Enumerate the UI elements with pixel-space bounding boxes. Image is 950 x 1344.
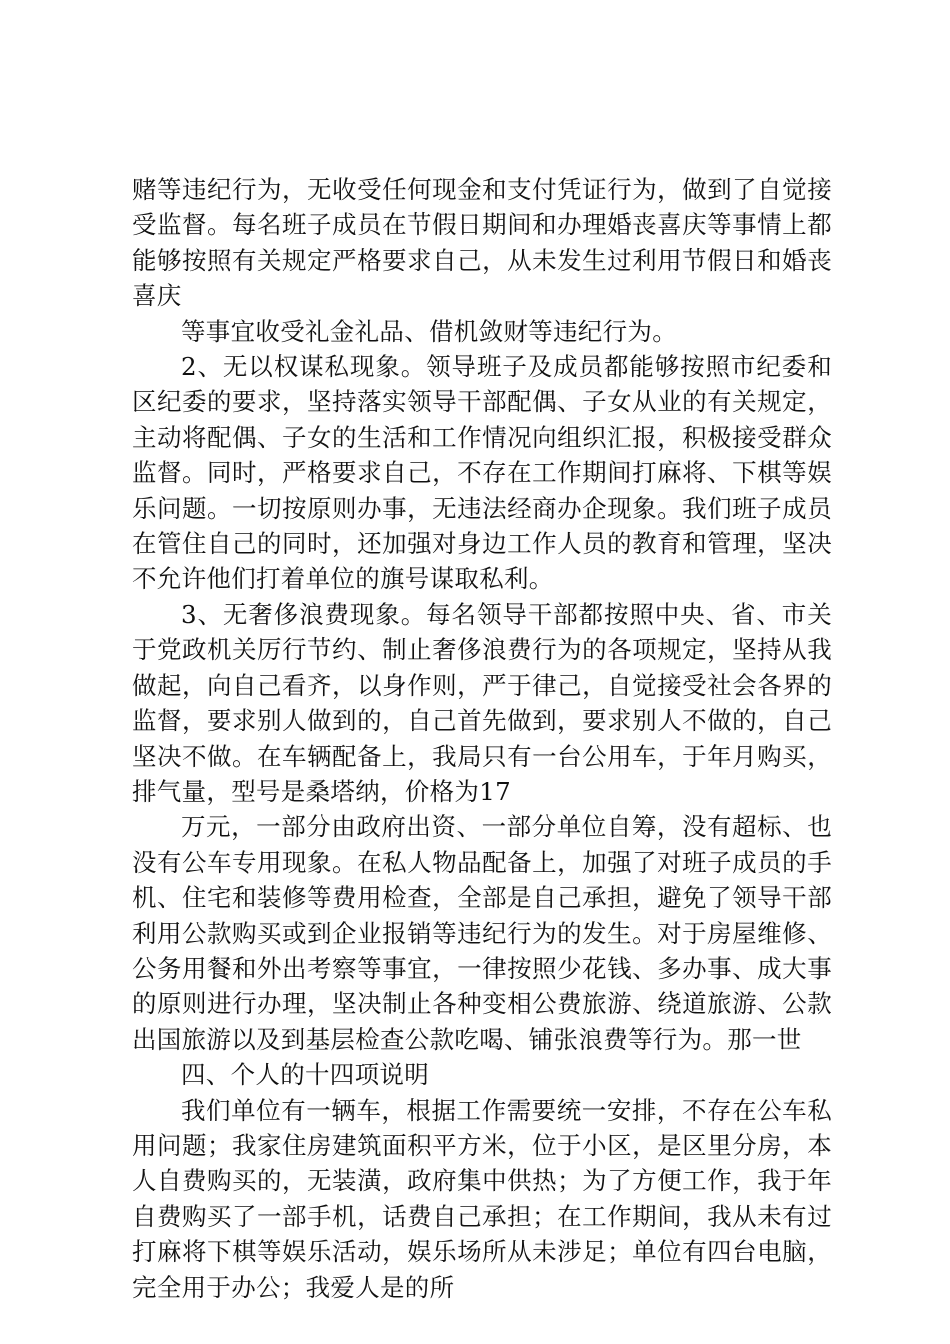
paragraph-5: 万元，一部分由政府出资、一部分单位自筹，没有超标、也没有公车专用现象。在私人物品配备上，加强了对班子成员的手机、住宅和装修等费用检查，全部是自己承担，避免了领导干部利用公款购买或到企业报销等违纪行为的发生。对于房屋维修、公务用餐和外出考察等事宜，一律按照少花钱、多办事、成大事的原则进行办理，坚决制止各种变相公费旅游、绕道旅游、公款出国旅游以及到基层检查公款吃喝、铺张浪费等行为。那一世 xyxy=(132,812,832,1054)
paragraph-1: 赌等违纪行为，无收受任何现金和支付凭证行为，做到了自觉接受监督。每名班子成员在节假日期间和办理婚丧喜庆等事情上都能够按照有关规定严格要求自己，从未发生过利用节假日和婚丧喜庆 xyxy=(132,175,832,311)
paragraph-3: 2、无以权谋私现象。领导班子及成员都能够按照市纪委和区纪委的要求，坚持落实领导干部配偶、子女从业的有关规定，主动将配偶、子女的生活和工作情况向组织汇报，积极接受群众监督。同时，严格要求自己，不存在工作期间打麻将、下棋等娱乐问题。一切按原则办事，无违法经商办企现象。我们班子成员在管住自己的同时，还加强对身边工作人员的教育和管理，坚决不允许他们打着单位的旗号谋取私利。 xyxy=(132,352,832,594)
paragraph-4: 3、无奢侈浪费现象。每名领导干部都按照中央、省、市关于党政机关厉行节约、制止奢侈浪费行为的各项规定，坚持从我做起，向自己看齐，以身作则，严于律己，自觉接受社会各界的监督，要求别人做到的，自己首先做到，要求别人不做的，自己坚决不做。在车辆配备上，我局只有一台公用车，于年月购买，排气量，型号是桑塔纳，价格为17 xyxy=(132,599,832,806)
document-body xyxy=(132,172,832,1305)
section-heading: 四、个人的十四项说明 xyxy=(181,1060,429,1090)
paragraph-2: 等事宜收受礼金礼品、借机敛财等违纪行为。 xyxy=(181,316,677,346)
paragraph-6: 我们单位有一辆车，根据工作需要统一安排，不存在公车私用问题；我家住房建筑面积平方米，位于小区，是区里分房，本人自费购买的，无装潢，政府集中供热；为了方便工作，我于年自费购买了一部手机，话费自己承担；在工作期间，我从未有过打麻将下棋等娱乐活动，娱乐场所从未涉足；单位有四台电脑，完全用于办公；我爱人是的所 xyxy=(132,1095,832,1302)
